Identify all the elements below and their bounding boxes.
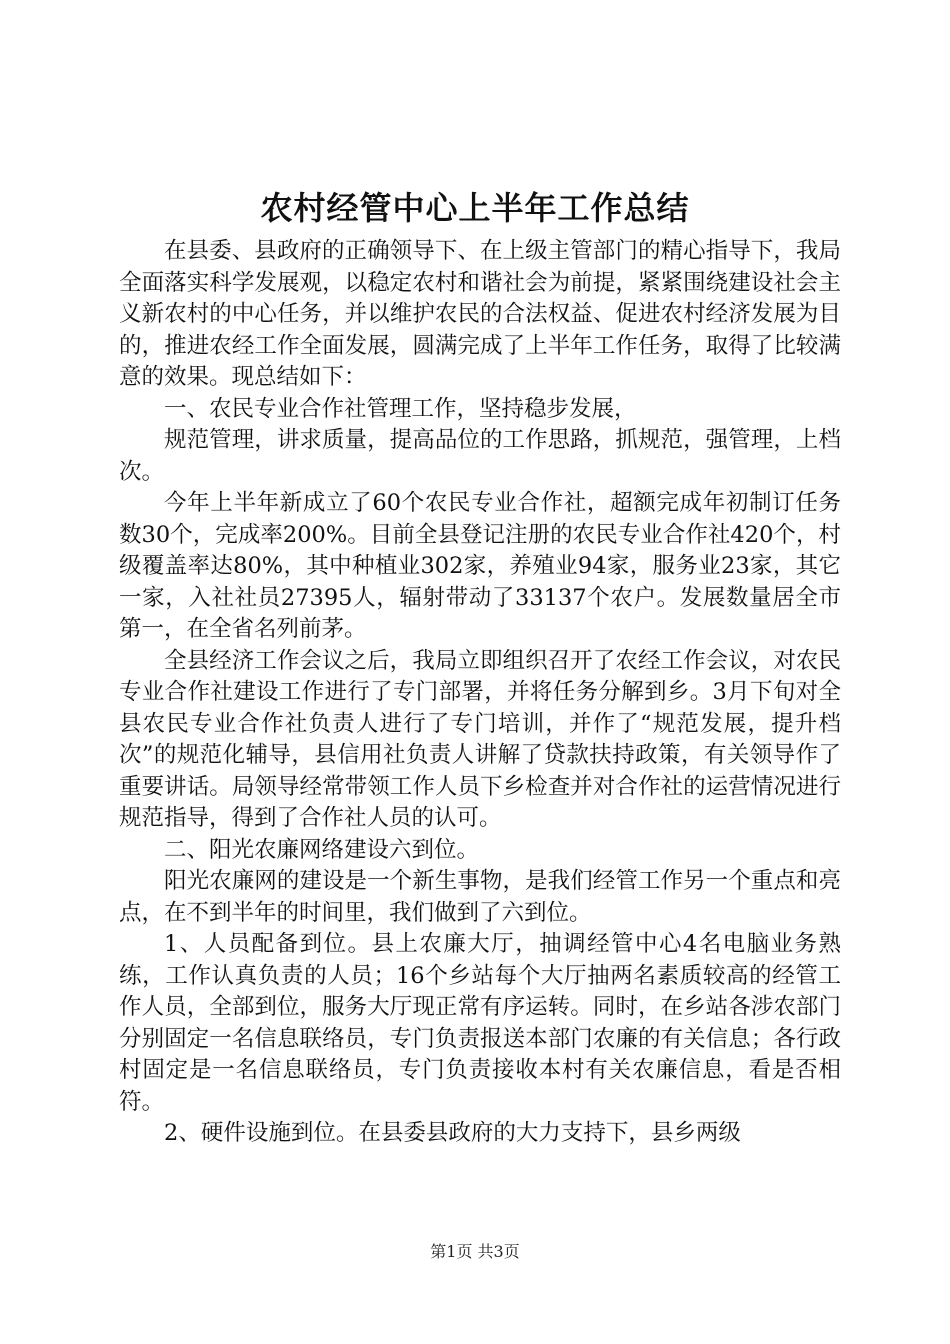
paragraph: 1、人员配备到位。县上农廉大厅，抽调经管中心4名电脑业务熟练，工作认真负责的人员；16个乡站每个大厅抽两名素质较高的经管工作人员，全部到位，服务大厅现正常有序运转。同时，在乡站各涉农部门分别固定一名信息联络员，专门负责报送本部门农廉的有关信息；各行政村固定是一名信息联络员，专门负责接收本村有关农廉信息，看是否相符。 bbox=[119, 931, 841, 1115]
paragraph: 全县经济工作会议之后，我局立即组织召开了农经工作会议，对农民专业合作社建设工作进行了专门部署，并将任务分解到乡。3月下旬对全县农民专业合作社负责人进行了专门培训，并作了“规范发展，提升档次”的规范化辅导，县信用社负责人讲解了贷款扶持政策，有关领导作了重要讲话。局领导经常带领工作人员下乡检查并对合作社的运营情况进行规范指导，得到了合作社人员的认可。 bbox=[119, 647, 841, 831]
paragraph: 2、硬件设施到位。在县委县政府的大力支持下，县乡两级 bbox=[164, 1120, 741, 1146]
section-heading-1: 一、农民专业合作社管理工作，坚持稳步发展， bbox=[164, 395, 637, 422]
document-body bbox=[119, 236, 841, 1150]
paragraph: 今年上半年新成立了60个农民专业合作社，超额完成年初制订任务数30个，完成率200%。目前全县登记注册的农民专业合作社420个，村级覆盖率达80%，其中种植业302家，养殖业94家，服务业23家，其它一家，入社社员27395人，辐射带动了33137个农户。发展数量居全市第一，在全省名列前茅。 bbox=[119, 490, 841, 642]
section-heading-2: 二、阳光农廉网络建设六到位。 bbox=[164, 836, 480, 863]
paragraph: 阳光农廉网的建设是一个新生事物，是我们经管工作另一个重点和亮点，在不到半年的时间里，我们做到了六到位。 bbox=[119, 868, 841, 926]
document-title: 农村经管中心上半年工作总结 bbox=[260, 189, 690, 227]
paragraph: 规范管理，讲求质量，提高品位的工作思路，抓规范，强管理，上档次。 bbox=[119, 427, 841, 485]
paragraph-intro: 在县委、县政府的正确领导下、在上级主管部门的精心指导下，我局全面落实科学发展观，以稳定农村和谐社会为前提，紧紧围绕建设社会主义新农村的中心任务，并以维护农民的合法权益、促进农村经济发展为目的，推进农经工作全面发展，圆满完成了上半年工作任务，取得了比较满意的效果。现总结如下： bbox=[119, 238, 841, 390]
page-footer: 第1页 共3页 bbox=[430, 1242, 520, 1261]
